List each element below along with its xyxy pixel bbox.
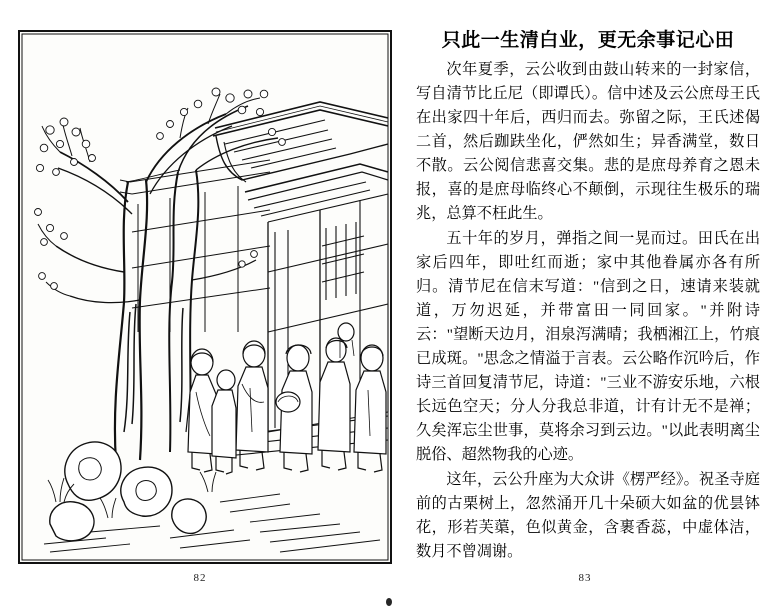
page-number-left: 82 (193, 572, 207, 584)
illustration-frame (18, 30, 392, 564)
paragraph-3: 这年，云公升座为大众讲《楞严经》。祝圣寺庭前的古栗树上，忽然涌开几十朵硕大如盆的优昙钵花，形若芙蕖，色似黄金，含裹香蕊，中虚体洁，数月不曾凋谢。 (416, 471, 760, 561)
page-number-right: 83 (578, 572, 592, 584)
right-page (400, 0, 770, 608)
article-title: 只此一生清白业，更无余事记心田 (441, 30, 735, 51)
article-body (416, 58, 760, 565)
gutter-dot-mark (386, 598, 392, 606)
paragraph-1: 次年夏季，云公收到由鼓山转来的一封家信，写自清节比丘尼（即谭氏）。信中述及云公庶母王氏在出家四十年后，西归而去。弥留之际，王氏述偈二首，然后跏趺坐化，俨然如生；异香满堂，数日不散。云公阅信悲喜交集。悲的是庶母养育之恩未报，喜的是庶母临终心不颠倒，示现往生极乐的瑞兆，总算不枉此生。 (416, 61, 760, 223)
paragraph-2: 五十年的岁月，弹指之间一晃而过。田氏在出家后四年，即吐红而逝；家中其他眷属亦各有所归。清节尼在信末写道："信到之日，速请来装就道，万勿迟延，并带富田一同回家。"并附诗云："望断天边月，泪泉泻满晴；我栖湘江上，竹痕已成斑。"思念之情溢于言表。云公略作沉吟后，作诗三首回复清节尼，诗道："三业不游安乐地，六根长远色空天；分人分我总非道，计有计无不是禅；久矣浑忘尘世事，莫将余习到云边。"以此表明离尘脱俗、超然物我的心迹。 (416, 230, 760, 464)
plum-tree-and-monks-line-drawing (20, 32, 390, 562)
